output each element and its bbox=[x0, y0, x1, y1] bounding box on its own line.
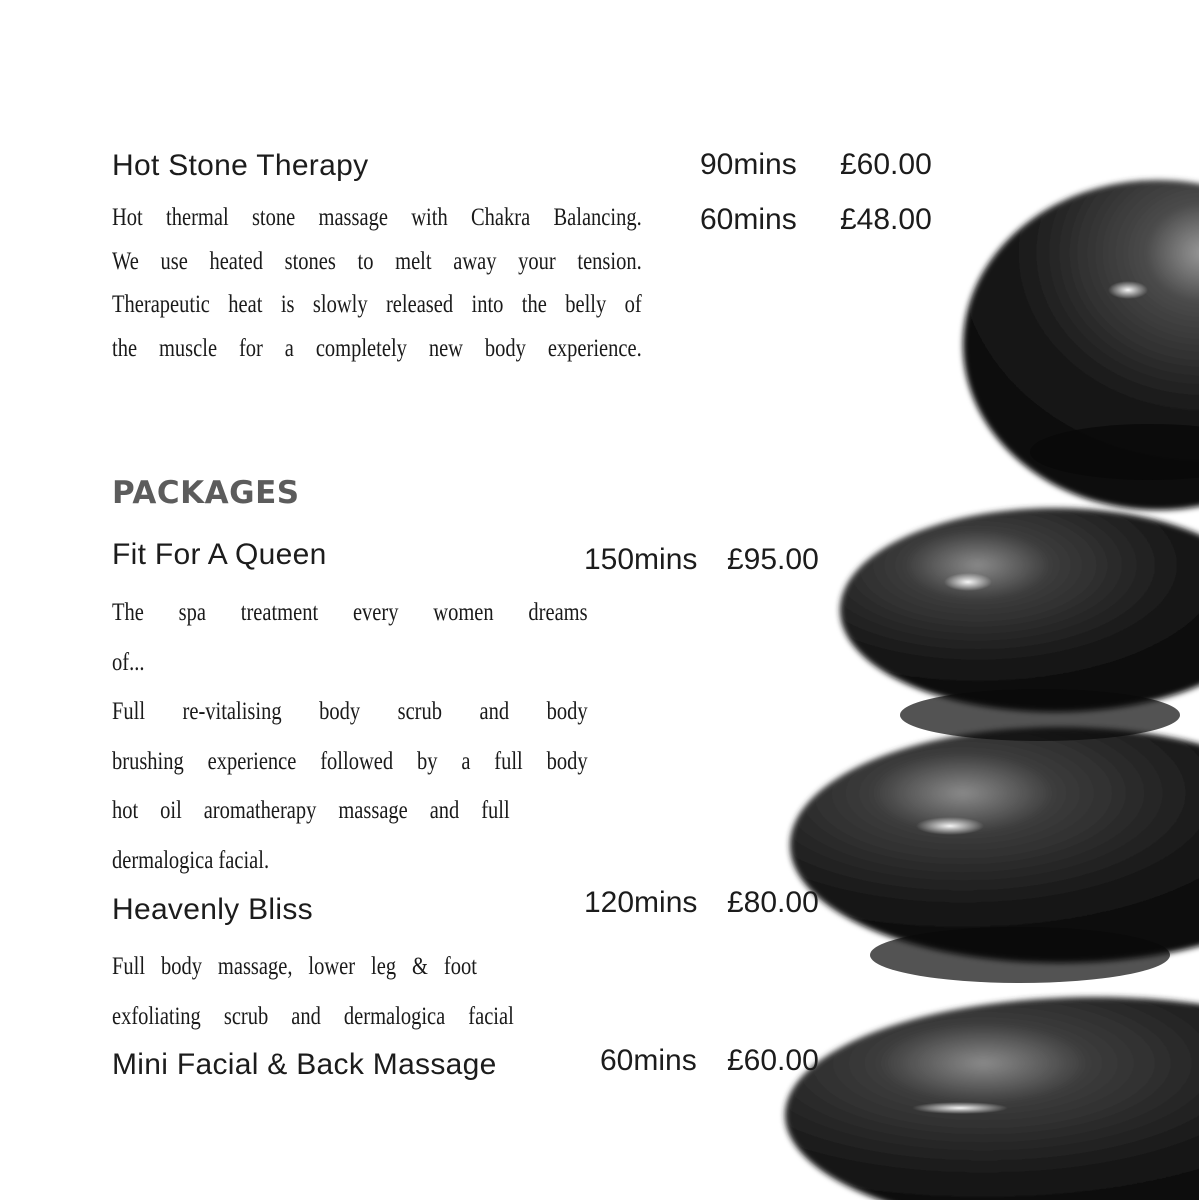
description-line: of... bbox=[112, 648, 145, 676]
description-line: Hot thermal stone massage with Chakra Balancing. bbox=[112, 204, 642, 231]
description-line: Full re-vitalising body scrub and body bbox=[112, 698, 588, 726]
item-description bbox=[112, 942, 514, 1041]
item-price: £60.00 bbox=[840, 148, 932, 181]
item-duration: 60mins bbox=[700, 203, 797, 236]
item-duration: 150mins bbox=[584, 543, 698, 576]
item-duration: 90mins bbox=[700, 148, 797, 181]
item-duration: 60mins bbox=[600, 1044, 697, 1077]
item-description bbox=[112, 588, 588, 886]
description-line: exfoliating scrub and dermalogica facial bbox=[112, 1002, 514, 1030]
stone-upper bbox=[840, 508, 1199, 741]
item-price: £48.00 bbox=[840, 203, 932, 236]
item-price: £80.00 bbox=[727, 886, 819, 919]
description-line: Full body massage, lower leg & foot bbox=[112, 953, 477, 980]
description-line: the muscle for a completely new body experience. bbox=[112, 334, 642, 362]
description-line: The spa treatment every women dreams bbox=[112, 599, 588, 626]
item-title: Mini Facial & Back Massage bbox=[112, 1048, 497, 1081]
description-line: brushing experience followed by a full body bbox=[112, 747, 588, 775]
item-price: £60.00 bbox=[727, 1044, 819, 1077]
description-line: hot oil aromatherapy massage and full bbox=[112, 797, 510, 825]
stone-bottom bbox=[785, 997, 1199, 1200]
item-title: Fit For A Queen bbox=[112, 538, 327, 571]
item-title: Hot Stone Therapy bbox=[112, 149, 369, 182]
stone-top bbox=[963, 180, 1199, 510]
packages-heading: PACKAGES bbox=[112, 475, 300, 511]
item-title: Heavenly Bliss bbox=[112, 893, 313, 926]
stone-lower bbox=[790, 727, 1199, 983]
item-price: £95.00 bbox=[727, 543, 819, 576]
description-line: We use heated stones to melt away your tension. bbox=[112, 247, 642, 275]
description-line: Therapeutic heat is slowly released into the belly of bbox=[112, 291, 642, 318]
description-line: dermalogica facial. bbox=[112, 846, 270, 874]
item-description bbox=[112, 196, 642, 370]
item-duration: 120mins bbox=[584, 886, 698, 919]
